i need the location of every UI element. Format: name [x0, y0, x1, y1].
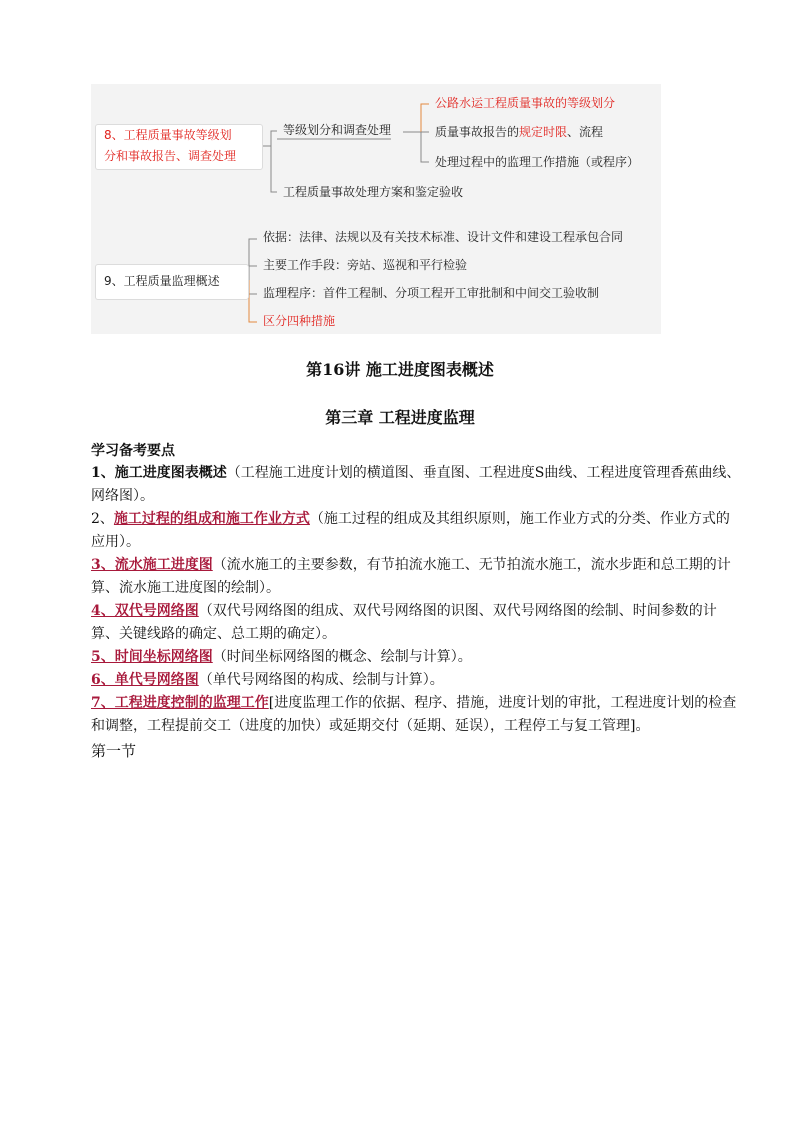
mindmap-node-8 [95, 124, 263, 170]
item-2-title-link[interactable]: 施工过程的组成和施工作业方式 [113, 511, 310, 527]
node-8-line1: 8、工程质量事故等级划 [104, 128, 232, 142]
item-2-desc: （施工过程的组成及其组织原则，施工作业方式的分类、作业方式的应用）。 [91, 511, 730, 550]
item-5 [91, 646, 741, 669]
item-3 [91, 554, 741, 600]
sub-report-b: 规定时限 [519, 125, 568, 139]
item-basis: 依据：法律、法规以及有关技术标准、设计文件和建设工程承包合同 [263, 230, 624, 244]
sub-report [435, 125, 603, 140]
branch-grade-investigation: 等级划分和调查处理 [283, 123, 392, 137]
item-1 [91, 462, 741, 508]
item-means: 主要工作手段：旁站、巡视和平行检验 [263, 258, 468, 272]
item-2 [91, 508, 741, 554]
item-4 [91, 600, 741, 646]
chapter-heading: 第三章 工程进度监理 [325, 408, 475, 427]
item-1-desc: （工程施工进度计划的横道图、垂直图、工程进度S曲线、工程进度管理香蕉曲线、网络图）。 [91, 465, 741, 504]
sub-supervision-process: 处理过程中的监理工作措施（或程序） [435, 155, 640, 169]
item-2-prefix: 2、 [91, 511, 114, 527]
section-label: 学习备考要点 [91, 443, 175, 459]
item-7 [91, 692, 741, 738]
lecture-heading: 第16讲 施工进度图表概述 [306, 360, 494, 379]
item-5-title-link[interactable]: 5、时间坐标网络图 [91, 649, 213, 665]
item-6-title-link[interactable]: 6、单代号网络图 [91, 672, 199, 688]
node-8-line2: 分和事故报告、调查处理 [104, 149, 237, 163]
mindmap-node-9: 9、工程质量监理概述 [95, 264, 249, 300]
item-procedure: 监理程序：首件工程制、分项工程开工审批制和中间交工验收制 [263, 286, 600, 300]
sub-highway-grade: 公路水运工程质量事故的等级划分 [435, 96, 616, 110]
item-1-title: 1、施工进度图表概述 [91, 465, 227, 481]
sub-report-c: 、流程 [567, 125, 604, 139]
item-4-title-link[interactable]: 4、双代号网络图 [91, 603, 199, 619]
mind-map-figure [91, 84, 661, 334]
branch-plan-acceptance: 工程质量事故处理方案和鉴定验收 [283, 185, 464, 199]
item-measures: 区分四种措施 [263, 314, 336, 328]
item-4-desc: （双代号网络图的组成、双代号网络图的识图、双代号网络图的绘制、时间参数的计算、关键线路的确定、总工期的确定）。 [91, 603, 717, 642]
item-6 [91, 669, 741, 692]
item-7-desc: [进度监理工作的依据、程序、措施，进度计划的审批，工程进度计划的检查和调整，工程提前交工（进度的加快）或延期交付（延期、延误），工程停工与复工管理]。 [91, 695, 737, 734]
item-6-desc: （单代号网络图的构成、绘制与计算）。 [198, 672, 444, 688]
item-5-desc: （时间坐标网络图的概念、绘制与计算）。 [212, 649, 472, 665]
section-first: 第一节 [91, 742, 137, 760]
item-3-desc: （流水施工的主要参数，有节拍流水施工、无节拍流水施工，流水步距和总工期的计算、流水施工进度图的绘制）。 [91, 557, 731, 596]
sub-report-a: 质量事故报告的 [435, 125, 520, 139]
item-3-title-link[interactable]: 3、流水施工进度图 [91, 557, 213, 573]
item-7-title-link[interactable]: 7、工程进度控制的监理工作 [91, 695, 269, 711]
